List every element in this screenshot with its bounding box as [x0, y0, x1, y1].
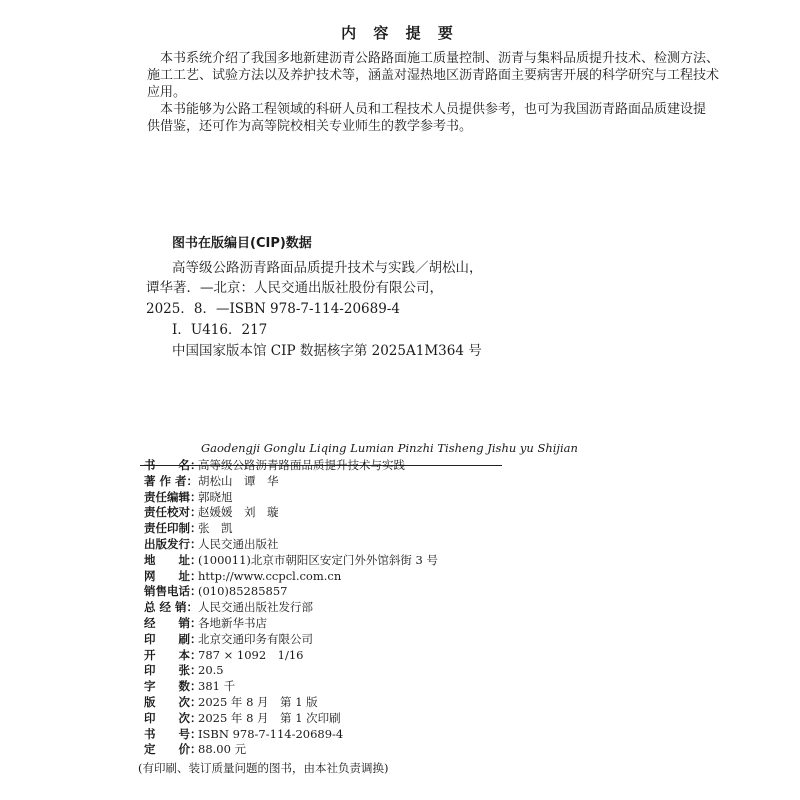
colophon-label: 销售电话：: [144, 584, 202, 599]
colophon-value: 高等级公路沥青路面品质提升技术与实践: [198, 458, 405, 472]
colophon-row: [144, 600, 313, 614]
colophon-label: 著 作 者：: [144, 473, 199, 488]
colophon-row: [144, 569, 341, 583]
colophon-label: 版 次：: [144, 695, 202, 709]
colophon-row: [144, 537, 279, 551]
colophon-value: (100011)北京市朝阳区安定门外外馆斜街 3 号: [198, 552, 438, 567]
colophon-label: 责任编辑：: [144, 489, 202, 504]
quality-note: (有印刷、装订质量问题的图书，由本社负责调换): [138, 761, 389, 775]
colophon-value: 人民交通出版社: [198, 537, 279, 551]
pinyin-title: Gaodengji Gonglu Liqing Lumian Pinzhi Tisheng Jishu yu Shijian: [201, 441, 578, 455]
colophon-value: 88.00 元: [198, 742, 247, 757]
colophon-label: 网 址：: [144, 568, 202, 583]
colophon-label: 地 址：: [144, 552, 202, 567]
colophon-label: 印 次：: [144, 710, 202, 725]
colophon-label: 字 数：: [144, 679, 202, 694]
colophon-value: http://www.ccpcl.com.cn: [198, 568, 342, 583]
colophon-row: [144, 553, 438, 567]
colophon-value: 郭晓旭: [198, 489, 233, 504]
colophon-row: [144, 742, 246, 756]
colophon-value: 各地新华书店: [198, 616, 267, 630]
colophon-row: [144, 490, 233, 504]
colophon-value: 张 凯: [198, 521, 233, 536]
colophon-row: [144, 616, 267, 630]
summary-line: 本书系统介绍了我国多地新建沥青公路路面施工质量控制、沥青与集料品质提升技术、检测方法、: [160, 51, 720, 66]
summary-line: 施工工艺、试验方法以及养护技术等，涵盖对湿热地区沥青路面主要病害开展的科学研究与工程技术: [147, 68, 720, 83]
colophon-label: 总 经 销：: [144, 600, 199, 615]
colophon-label: 印 刷：: [144, 631, 202, 646]
colophon-label: 责任校对：: [144, 505, 202, 520]
colophon-value: 381 千: [198, 679, 236, 694]
colophon-row: [144, 663, 224, 677]
colophon-value: 北京交通印务有限公司: [198, 631, 313, 646]
cip-line: 2025．8．—ISBN 978-7-114-20689-4: [146, 301, 400, 317]
summary-line: 应用。: [147, 85, 187, 100]
colophon-row: [144, 505, 279, 519]
colophon-value: 787 × 1092 1/16: [198, 647, 304, 662]
colophon-label: 书 名：: [144, 458, 202, 472]
colophon-value: 20.5: [198, 663, 224, 678]
summary-paragraph-1: [147, 50, 720, 101]
colophon-row: [144, 727, 343, 741]
colophon-label: 责任印制：: [144, 521, 202, 536]
colophon-row: [144, 679, 235, 693]
colophon-value: ISBN 978-7-114-20689-4: [198, 726, 344, 741]
colophon-row: [144, 521, 233, 535]
cip-line: Ⅰ．U416．217: [172, 322, 268, 338]
colophon-value: 2025 年 8 月 第 1 次印刷: [198, 710, 341, 725]
colophon-row: [144, 458, 405, 472]
colophon-row: [144, 632, 313, 646]
colophon-label: 开 本：: [144, 647, 202, 662]
colophon-row: [144, 474, 279, 488]
cip-line: 中国国家版本馆 CIP 数据核字第 2025A1M364 号: [172, 343, 482, 359]
summary-title: 内 容 提 要: [341, 24, 459, 42]
colophon-value: 赵媛媛 刘 璇: [198, 505, 279, 520]
cip-line: 谭华著．—北京：人民交通出版社股份有限公司，: [146, 280, 443, 296]
colophon-row: [144, 584, 287, 598]
colophon-label: 经 销：: [144, 616, 202, 630]
colophon-row: [144, 695, 318, 709]
colophon-label: 定 价：: [144, 742, 202, 757]
colophon-label: 书 号：: [144, 726, 202, 741]
colophon-row: [144, 648, 304, 662]
summary-line: 供借鉴，还可作为高等院校相关专业师生的教学参考书。: [147, 119, 473, 134]
colophon-value: 胡松山 谭 华: [198, 473, 279, 488]
colophon-value: 人民交通出版社发行部: [198, 600, 313, 615]
cip-heading: 图书在版编目(CIP)数据: [172, 236, 312, 251]
colophon-value: (010)85285857: [198, 584, 288, 599]
summary-paragraph-2: [147, 101, 707, 135]
colophon-label: 出版发行：: [144, 537, 202, 551]
cip-line: 高等级公路沥青路面品质提升技术与实践／胡松山，: [172, 260, 483, 276]
colophon-value: 2025 年 8 月 第 1 版: [198, 695, 318, 709]
summary-line: 本书能够为公路工程领域的科研人员和工程技术人员提供参考，也可为我国沥青路面品质建设提: [160, 102, 707, 117]
colophon-label: 印 张：: [144, 663, 202, 678]
colophon-row: [144, 711, 341, 725]
